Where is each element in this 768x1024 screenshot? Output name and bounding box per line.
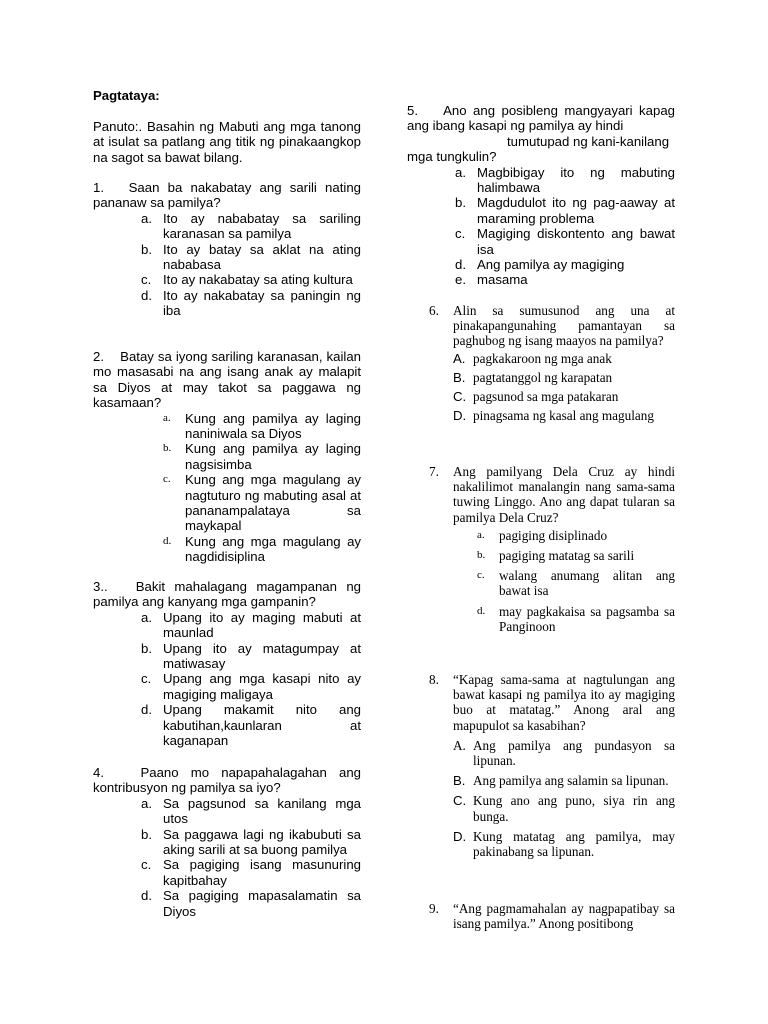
option-d: D. Kung matatag ang pamilya, may pakinabang sa lipunan. <box>453 828 675 860</box>
option-a: a. Kung ang pamilya ay laging naniniwala sa Diyos <box>163 410 361 442</box>
option-d: d. may pagkakaisa sa pagsamba sa Panginoon <box>477 603 675 634</box>
question-text: “Kapag sama-sama at nagtulungan ang bawat kasapi ng pamilya ito ay magiging buo at matatag.” Anong aral ang mapupulot sa kasabihan? <box>453 672 675 733</box>
worksheet-title: Pagtataya: <box>93 88 160 103</box>
option-a: a. Sa pagsunod sa kanilang mga utos <box>141 795 361 827</box>
options-list <box>453 351 675 424</box>
question-3 <box>93 579 361 748</box>
option-a: a. Ito ay nababatay sa sariling karanasan sa pamilya <box>141 210 361 242</box>
question-text: Paano mo napapahalagahan ang kontribusyon ng pamilya sa iyo? <box>93 765 361 796</box>
option-c: c. Ito ay nakabatay sa ating kultura <box>141 272 353 288</box>
options-list <box>453 738 675 859</box>
options-list <box>141 610 361 749</box>
option-a: A. Ang pamilya ang pundasyon sa lipunan. <box>453 737 675 769</box>
option-b: B. pagtatanggol ng karapatan <box>453 369 613 385</box>
option-d: D. pinagsama ng kasal ang magulang <box>453 408 654 424</box>
options-list <box>163 411 361 565</box>
option-c: c. Sa pagiging isang masunuring kapitbahay <box>141 857 361 888</box>
question-number: 8. <box>429 672 439 687</box>
question-number: 9. <box>429 901 439 916</box>
question-text: Ang pamilyang Dela Cruz ay hindi nakalilimot manalangin nang sama-sama tuwing Linggo. Ano ang dapat tularan sa pamilya Dela Cruz? <box>453 464 675 525</box>
option-b: b. Kung ang pamilya ay laging nagsisimba <box>163 441 361 472</box>
question-5 <box>407 103 675 288</box>
question-number: 3.. <box>93 579 108 594</box>
question-number: 2. <box>93 349 104 364</box>
option-d: d. Ito ay nakabatay sa paningin ng iba <box>141 287 361 319</box>
options-list <box>141 796 361 919</box>
option-b: b. Ito ay batay sa aklat na ating nababasa <box>141 241 361 273</box>
option-d: d. Upang makamit nito ang kabutihan,kaunlaran at kaganapan <box>141 702 361 749</box>
question-text: Alin sa sumusunod ang una at pinakapangunahing pamantayan sa paghubog ng isang maayos na pamilya? <box>453 303 675 349</box>
option-d: d. Kung ang mga magulang ay nagdidisiplina <box>163 533 361 565</box>
question-text: Batay sa iyong sariling karanasan, kailan mo masasabi na ang isang anak ay malapit sa Diyos at may takot sa paggawa ng kasamaan? <box>93 349 362 411</box>
question-7 <box>429 464 675 634</box>
option-c: C. pagsunod sa mga patakaran <box>453 389 619 405</box>
question-number: 6. <box>429 303 439 318</box>
question-number: 1. <box>93 180 104 195</box>
question-6 <box>429 303 675 423</box>
option-b: B. Ang pamilya ang salamin sa lipunan. <box>453 773 669 789</box>
option-a: a. Upang ito ay maging mabuti at maunlad <box>141 609 361 641</box>
question-4 <box>93 765 361 919</box>
option-b: b. Sa paggawa lagi ng ikabubuti sa aking sarili at sa buong pamilya <box>141 826 361 858</box>
question-9 <box>429 901 675 931</box>
question-text: Saan ba nakabatay ang sarili nating pananaw sa pamilya? <box>93 180 361 211</box>
question-number: 4. <box>93 765 104 780</box>
question-1 <box>93 180 361 319</box>
question-text-line1: Ano ang posibleng mangyayari kapag ang ibang kasapi ng pamilya ay hindi <box>407 103 675 134</box>
option-c: c. Upang ang mga kasapi nito ay magiging maligaya <box>141 671 361 702</box>
option-c: c. Magiging diskontento ang bawat isa <box>455 226 675 257</box>
question-8 <box>429 672 675 859</box>
option-c: C. Kung ano ang puno, siya rin ang bunga. <box>453 793 675 824</box>
option-d: d. Sa pagiging mapasalamatin sa Diyos <box>141 888 361 919</box>
option-e: e. masama <box>455 272 528 288</box>
options-list <box>455 165 675 288</box>
question-2 <box>93 349 361 565</box>
option-b: b. Magdudulot ito ng pag-aaway at maraming problema <box>455 195 675 226</box>
option-c: c. walang anumang alitan ang bawat isa <box>477 568 675 599</box>
option-a: a. pagiging disiplinado <box>477 527 608 543</box>
option-b: b. pagiging matatag sa sarili <box>477 548 635 564</box>
question-number: 7. <box>429 464 439 479</box>
question-text-line3: mga tungkulin? <box>407 149 497 165</box>
option-d: d. Ang pamilya ay magiging <box>455 257 625 273</box>
options-list <box>477 528 675 634</box>
option-b: b. Upang ito ay matagumpay at matiwasay <box>141 640 361 672</box>
instructions: Panuto:. Basahin ng Mabuti ang mga tanong at isulat sa patlang ang titik ng pinakaangkop na sagot sa bawat bilang. <box>93 119 361 165</box>
options-list <box>141 211 361 319</box>
option-a: A. pagkakaroon ng mga anak <box>453 350 612 366</box>
option-c: c. Kung ang mga magulang ay nagtuturo ng mabuting asal at pananampalataya sa maykapal <box>163 472 361 534</box>
question-text: Bakit mahalagang magampanan ng pamilya ang kanyang mga gampanin? <box>93 579 361 610</box>
option-a: a. Magbibigay ito ng mabuting halimbawa <box>455 164 675 196</box>
question-number: 5. <box>407 103 418 118</box>
question-text: “Ang pagmamahalan ay nagpapatibay sa isang pamilya.” Anong positibong <box>453 901 675 932</box>
question-text-line2: tumutupad ng kani-kanilang <box>507 133 670 149</box>
